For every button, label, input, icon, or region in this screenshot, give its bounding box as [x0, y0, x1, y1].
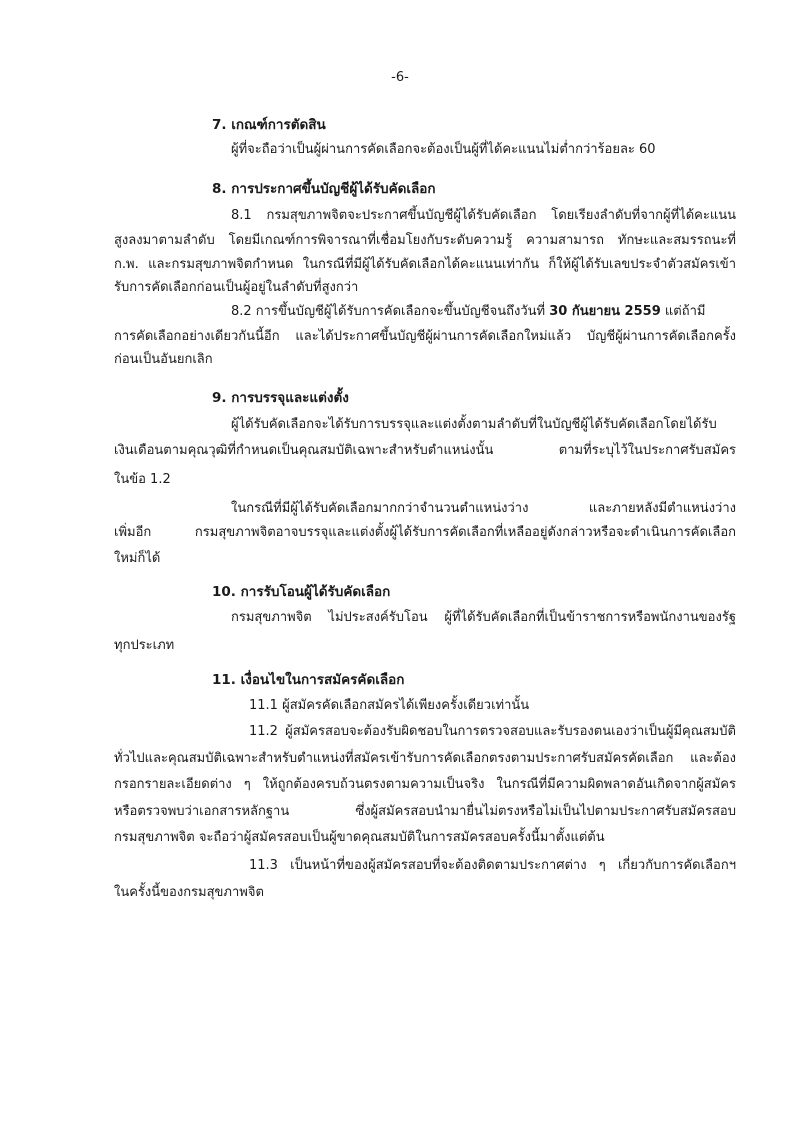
- page-number: -6-: [391, 70, 409, 85]
- section-7-heading: 7. เกณฑ์การตัดสิน: [212, 117, 326, 133]
- section-11-2-line: หรือตรวจพบว่าเอกสารหลักฐาน ซึ่งผู้สมัครสอบนำมายื่นไม่ตรงหรือไม่เป็นไปตามประกาศรับสมัครสอบ: [114, 804, 736, 819]
- section-8-2-text: 8.2 การขึ้นบัญชีผู้ได้รับการคัดเลือกจะขึ้นบัญชีจนถึงวันที่: [231, 304, 550, 319]
- section-8-2-line: การคัดเลือกอย่างเดียวกันนี้อีก และได้ประกาศขึ้นบัญชีผู้ผ่านการคัดเลือกใหม่แล้ว บัญชีผู้ผ่านการคัดเลือกครั้ง: [114, 329, 736, 344]
- section-8-1-line: 8.1 กรมสุขภาพจิตจะประกาศขึ้นบัญชีผู้ได้รับคัดเลือก โดยเรียงลำดับที่จากผู้ที่ได้คะแนน: [231, 208, 736, 223]
- section-11-1-line: 11.1 ผู้สมัครคัดเลือกสมัครได้เพียงครั้งเดียวเท่านั้น: [249, 698, 530, 713]
- deadline-date: 30 กันยายน 2559: [549, 304, 661, 319]
- section-8-2-text: แต่ถ้ามี: [660, 304, 706, 319]
- section-9-line: เพิ่มอีก กรมสุขภาพจิตอาจบรรจุและแต่งตั้งผู้ได้รับการคัดเลือกที่เหลืออยู่ดังกล่าวหรือจะดำเนินการคัดเลือก: [114, 525, 736, 540]
- section-8-2-line: ก่อนเป็นอันยกเลิก: [114, 352, 213, 367]
- section-9-line: ในข้อ 1.2: [114, 472, 171, 487]
- section-10-line: กรมสุขภาพจิต ไม่ประสงค์รับโอน ผู้ที่ได้รับคัดเลือกที่เป็นข้าราชการหรือพนักงานของรัฐ: [231, 610, 736, 625]
- section-11-2-line: ทั่วไปและคุณสมบัติเฉพาะสำหรับตำแหน่งที่สมัครเข้ารับการคัดเลือกตรงตามประกาศรับสมัครคัดเลือก และต้อง: [114, 751, 736, 766]
- section-11-2-line: 11.2 ผู้สมัครสอบจะต้องรับผิดชอบในการตรวจสอบและรับรองตนเองว่าเป็นผู้มีคุณสมบัติ: [249, 724, 736, 739]
- section-9-line: เงินเดือนตามคุณวุฒิที่กำหนดเป็นคุณสมบัติเฉพาะสำหรับตำแหน่งนั้น ตามที่ระบุไว้ในประกาศรับสมัคร: [114, 443, 736, 458]
- section-9-line: ในกรณีที่มีผู้ได้รับคัดเลือกมากกว่าจำนวนตำแหน่งว่าง และภายหลังมีตำแหน่งว่าง: [231, 501, 736, 516]
- section-9-heading: 9. การบรรจุและแต่งตั้ง: [212, 390, 349, 406]
- section-10-line: ทุกประเภท: [114, 638, 175, 653]
- section-10-heading: 10. การรับโอนผู้ได้รับคัดเลือก: [212, 584, 391, 600]
- section-11-heading: 11. เงื่อนไขในการสมัครคัดเลือก: [212, 672, 405, 688]
- section-9-line: ใหม่ก็ได้: [114, 551, 161, 566]
- section-11-3-line: 11.3 เป็นหน้าที่ของผู้สมัครสอบที่จะต้องติดตามประกาศต่าง ๆ เกี่ยวกับการคัดเลือกฯ: [249, 858, 736, 873]
- section-8-heading: 8. การประกาศขึ้นบัญชีผู้ได้รับคัดเลือก: [212, 181, 436, 197]
- section-8-1-line: ก.พ. และกรมสุขภาพจิตกำหนด ในกรณีที่มีผู้ได้รับคัดเลือกได้คะแนนเท่ากัน ก็ให้ผู้ได้รับเลขประจำตัวสมัครเข้า: [114, 257, 736, 272]
- section-11-2-line: กรมสุขภาพจิต จะถือว่าผู้สมัครสอบเป็นผู้ขาดคุณสมบัติในการสมัครสอบครั้งนี้มาตั้งแต่ต้น: [114, 830, 605, 845]
- section-8-1-line: สูงลงมาตามลำดับ โดยมีเกณฑ์การพิจารณาที่เชื่อมโยงกับระดับความรู้ ความสามารถ ทักษะและสมรรถนะที่: [114, 233, 736, 248]
- section-11-2-line: กรอกรายละเอียดต่าง ๆ ให้ถูกต้องครบถ้วนตรงตามความเป็นจริง ในกรณีที่มีความผิดพลาดอันเกิดจากผู้สมัคร: [114, 777, 736, 792]
- section-7-text: ผู้ที่จะถือว่าเป็นผู้ผ่านการคัดเลือกจะต้องเป็นผู้ที่ได้คะแนนไม่ต่ำกว่าร้อยละ 60: [231, 142, 656, 157]
- section-8-2-line: [231, 300, 705, 321]
- section-9-line: ผู้ได้รับคัดเลือกจะได้รับการบรรจุและแต่งตั้งตามลำดับที่ในบัญชีผู้ได้รับคัดเลือกโดยได้รับ: [231, 417, 717, 432]
- section-8-1-line: รับการคัดเลือกก่อนเป็นผู้อยู่ในลำดับที่สูงกว่า: [114, 280, 359, 295]
- section-11-3-line: ในครั้งนี้ของกรมสุขภาพจิต: [114, 885, 264, 900]
